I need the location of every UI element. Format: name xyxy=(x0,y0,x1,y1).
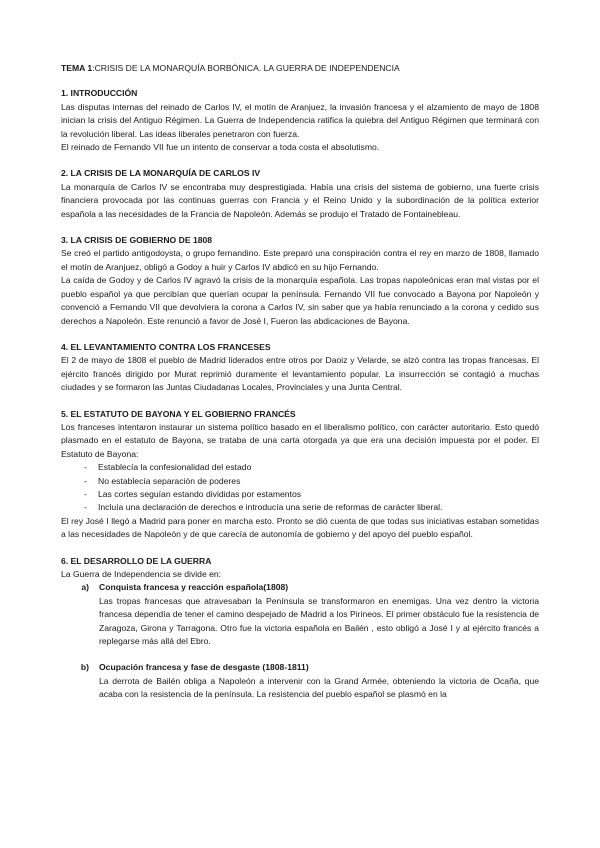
paragraph: La caída de Godoy y de Carlos IV agravó la crisis de la monarquía española. Las tropas napoleónicas eran mal vistas por el pueblo español ya que percibían que querían ocupar la península. Fernando VII fue convocado a Bayona por Napoleón y convenció a Fernando VII que devolviera la corona a Carlos IV, sin saber que ya había renunciado a la corona y cedido sus derechos a Napoleón. Este renunció a favor de José I, Fueron las abdicaciones de Bayona. xyxy=(61,275,539,326)
section-introduccion xyxy=(61,87,539,154)
paragraph: El rey José I llegó a Madrid para poner en marcha esto. Pronto se dió cuenta de que todas sus iniciativas estaban sometidas a las necesidades de Napoleón y de que carecía de autonomía de gobierno y del apoyo del pueblo español. xyxy=(61,515,539,540)
section-heading: 2. LA CRISIS DE LA MONARQUÍA DE CARLOS IV xyxy=(61,168,261,179)
section-crisis-gobierno xyxy=(61,234,539,328)
paragraph: La derrota de Bailén obliga a Napoleón a intervenir con la Grand Armée, obteniendo la victoria de Ocaña, que acaba con la resistencia de la península. La resistencia del pueblo español se plasmó en la xyxy=(99,675,539,700)
section-levantamiento xyxy=(61,341,539,395)
document-page xyxy=(61,62,539,702)
title-topic: TEMA 1 xyxy=(61,63,93,73)
list-item: - Las cortes seguían estando divididas por estamentos xyxy=(92,488,539,501)
paragraph: Las tropas francesas que atravesaban la Península se transformaron en enemigas. Una vez dentro la victoria francesa dependía de tener el camino despejado de Madrid a los Pirineos. El primer obstáculo fue la resistencia de Zaragoza, Girona y Tarragona. Otro fue la victoria española en Bailén , esto obligó a José I y al ejército francés a replegarse más allá del Ebro. xyxy=(99,595,539,647)
subsection-b-heading xyxy=(61,661,539,674)
list-item: - Incluía una declaración de derechos e introducía una serie de reformas de carácter liberal. xyxy=(92,501,539,514)
list-item: - No establecía separación de poderes xyxy=(92,475,539,488)
paragraph: Se creó el partido antigodoysta, o grupo fernandino. Este preparó una conspiración contra el rey en marzo de 1808, llamado el motín de Aranjuez, obligó a Godoy a huir y Carlos IV abdicó en su hijo Fernando. xyxy=(61,248,539,272)
subsection-title: Ocupación francesa y fase de desgaste (1808-1811) xyxy=(99,662,309,673)
section-heading: 5. EL ESTATUTO DE BAYONA Y EL GOBIERNO FRANCÉS xyxy=(61,408,296,419)
section-heading: 6. EL DESARROLLO DE LA GUERRA xyxy=(61,555,212,566)
list-item: - Establecía la confesionalidad del estado xyxy=(92,461,539,474)
list-letter: a) xyxy=(81,582,89,593)
section-heading: 1. INTRODUCCIÓN xyxy=(61,88,138,99)
paragraph: La monarquía de Carlos IV se encontraba muy desprestigiada. Había una crisis del sistema de gobierno, una fuerte crisis financiera provocada por las continuas guerras con Francia y el Reino Unido y la subordinación de la política exterior española a las necesidades de la Francia de Napoleón. Además se produjo el Tratado de Fontainebleau. xyxy=(61,181,539,219)
section-crisis-monarquia xyxy=(61,167,539,221)
paragraph: La Guerra de Independencia se divide en: xyxy=(61,569,222,579)
paragraph: El reinado de Fernando VII fue un intento de conservar a toda costa el absolutismo. xyxy=(61,142,380,153)
section-desarrollo-guerra xyxy=(61,555,539,702)
document-title xyxy=(61,62,539,75)
subsection-title: Conquista francesa y reacción española(1808) xyxy=(99,582,289,593)
paragraph: El 2 de mayo de 1808 el pueblo de Madrid liderados entre otros por Daoiz y Velarde, se alzó contra las tropas francesas. El ejército francés dirigido por Murat reprimió duramente el levantamiento popular. La insurrección se contagió a muchas ciudades y se formaron las Juntas Ciudadanas Locales, Provinciales y una Junta Central. xyxy=(61,355,539,393)
spacer xyxy=(61,648,539,661)
section-heading: 3. LA CRISIS DE GOBIERNO DE 1808 xyxy=(61,235,213,246)
paragraph: Los franceses intentaron instaurar un sistema político basado en el liberalismo político, con carácter autoritario. Esto quedó plasmado en el estatuto de Bayona, se trataba de una carta otorgada ya que era una decisión impuesta por el poder. El Estatuto de Bayona: xyxy=(61,421,539,459)
list-letter: b) xyxy=(80,662,89,673)
section-heading: 4. EL LEVANTAMIENTO CONTRA LOS FRANCESES xyxy=(61,341,271,352)
paragraph: Las disputas internas del reinado de Carlos IV, el motín de Aranjuez, la invasión francesa y el alzamiento de mayo de 1808 inician la crisis del Antiguo Régimen. La Guerra de Independencia ratifica la quiebra del Antiguo Régimen que terminará con la revolución liberal. Las ideas liberales penetraron con fuerza. xyxy=(61,101,539,139)
title-text: :CRISIS DE LA MONARQUÍA BORBÓNICA. LA GUERRA DE INDEPENDENCIA xyxy=(92,63,400,73)
estatuto-list xyxy=(61,461,539,515)
section-estatuto-bayona xyxy=(61,408,539,542)
subsection-a-heading xyxy=(61,581,539,594)
